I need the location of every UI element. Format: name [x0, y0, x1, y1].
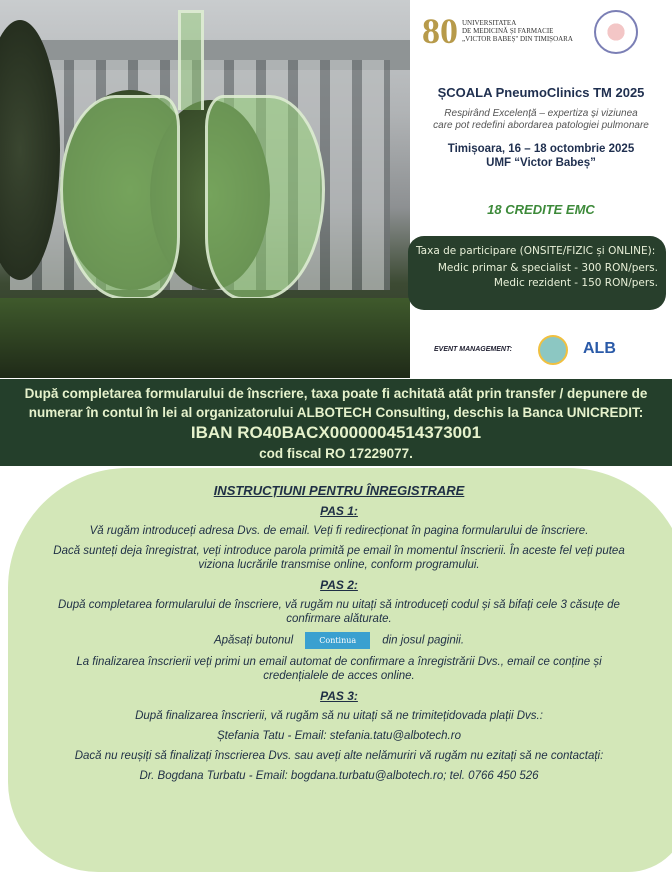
logo-line: UNIVERSITATEA: [462, 19, 517, 27]
logo-number: 80: [422, 11, 458, 51]
step3-label: PAS 3:: [320, 689, 358, 703]
step3-text: Dacă nu reușiți să finalizați înscrierea Dvs. sau aveți alte nelămuriri vă rugăm nu ezitați să ne contactați:: [74, 750, 604, 762]
payment-text: După completarea formularului de înscriere, taxa poate fi achitată atât prin transfer / depunere de: [24, 386, 648, 401]
contact-bogdana: Dr. Bogdana Turbatu - Email: bogdana.turbatu@albotech.ro; tel. 0766 450 526: [139, 770, 539, 782]
step2-text: După completarea formularului de înscriere, vă rugăm nu uitați să introduceți codul și să bifați cele 3 căsuțe de confirmare alăturate.: [58, 599, 620, 625]
subtitle-line: care pot redefini abordarea patologiei pulmonare: [433, 120, 649, 131]
fee-line: Medic primar & specialist - 300 RON/pers.: [437, 262, 658, 274]
trachea-overlay: [178, 10, 204, 110]
fee-box: [408, 236, 666, 310]
payment-band: [0, 379, 672, 466]
contact-stefania: Ștefania Tatu - Email: stefania.tatu@albotech.ro: [217, 730, 461, 742]
press-text: Apăsați butonul: [213, 634, 294, 647]
lawn: [0, 298, 410, 378]
event-location: [410, 142, 672, 170]
continua-button[interactable]: Continua: [305, 632, 370, 649]
event-subtitle: [410, 108, 672, 132]
step2-label: PAS 2:: [320, 578, 358, 592]
event-venue: UMF “Victor Babeș”: [486, 157, 596, 169]
society-seal-logo: [594, 10, 638, 54]
instructions: [14, 484, 664, 789]
event-title: ȘCOALA PneumoClinics TM 2025: [437, 85, 645, 100]
logo-line: „VICTOR BABEȘ" DIN TIMIȘOARA: [462, 35, 573, 43]
step1-text: Dacă sunteți deja înregistrat, veți introduce parola primită pe email în momentul înscrierii. În aceste fel veți putea viziona lucrările transmise online, conform programului.: [53, 545, 625, 571]
asociatia-plamanului-logo: [538, 335, 568, 365]
logo-text: [462, 19, 573, 43]
step2-text: La finalizarea înscrierii veți primi un email automat de confirmare a înregistrării Dvs., email ce conține și credențialele de acces online.: [76, 656, 602, 682]
payment-text: numerar în contul în lei al organizatorului ALBOTECH Consulting, deschis la Banca UNICREDIT:: [28, 405, 644, 420]
iban: IBAN RO40BACX0000004514373001: [190, 423, 482, 442]
event-dates: Timișoara, 16 – 18 octombrie 2025: [447, 143, 635, 155]
fiscal-code: cod fiscal RO 17229077.: [259, 446, 413, 461]
credits-label: 18 CREDITE EMC: [487, 202, 595, 217]
press-after-text: din josul paginii.: [382, 634, 465, 647]
logo-line: DE MEDICINĂ ȘI FARMACIE: [462, 27, 554, 35]
fee-heading: Taxa de participare (ONSITE/FIZIC și ONLINE):: [416, 245, 656, 257]
subtitle-line: Respirând Excelență – expertiza și viziunea: [444, 108, 638, 119]
umf-80-logo: [422, 10, 573, 52]
step1-text: Vă rugăm introduceți adresa Dvs. de email. Veți fi redirecționat în pagina formularului de înscriere.: [89, 525, 589, 537]
step3-text: După finalizarea înscrierii, vă rugăm să nu uitați să ne trimitețidovada plații Dvs.:: [135, 710, 543, 722]
albotech-logo: ALB: [583, 340, 616, 357]
event-management-label: EVENT MANAGEMENT:: [434, 346, 513, 353]
press-button-line: [14, 632, 664, 649]
campus-lungs-photo: [0, 0, 410, 378]
instructions-heading: INSTRUCȚIUNI PENTRU ÎNREGISTRARE: [213, 483, 465, 498]
fee-line: Medic rezident - 150 RON/pers.: [493, 277, 658, 289]
step1-label: PAS 1:: [320, 504, 358, 518]
